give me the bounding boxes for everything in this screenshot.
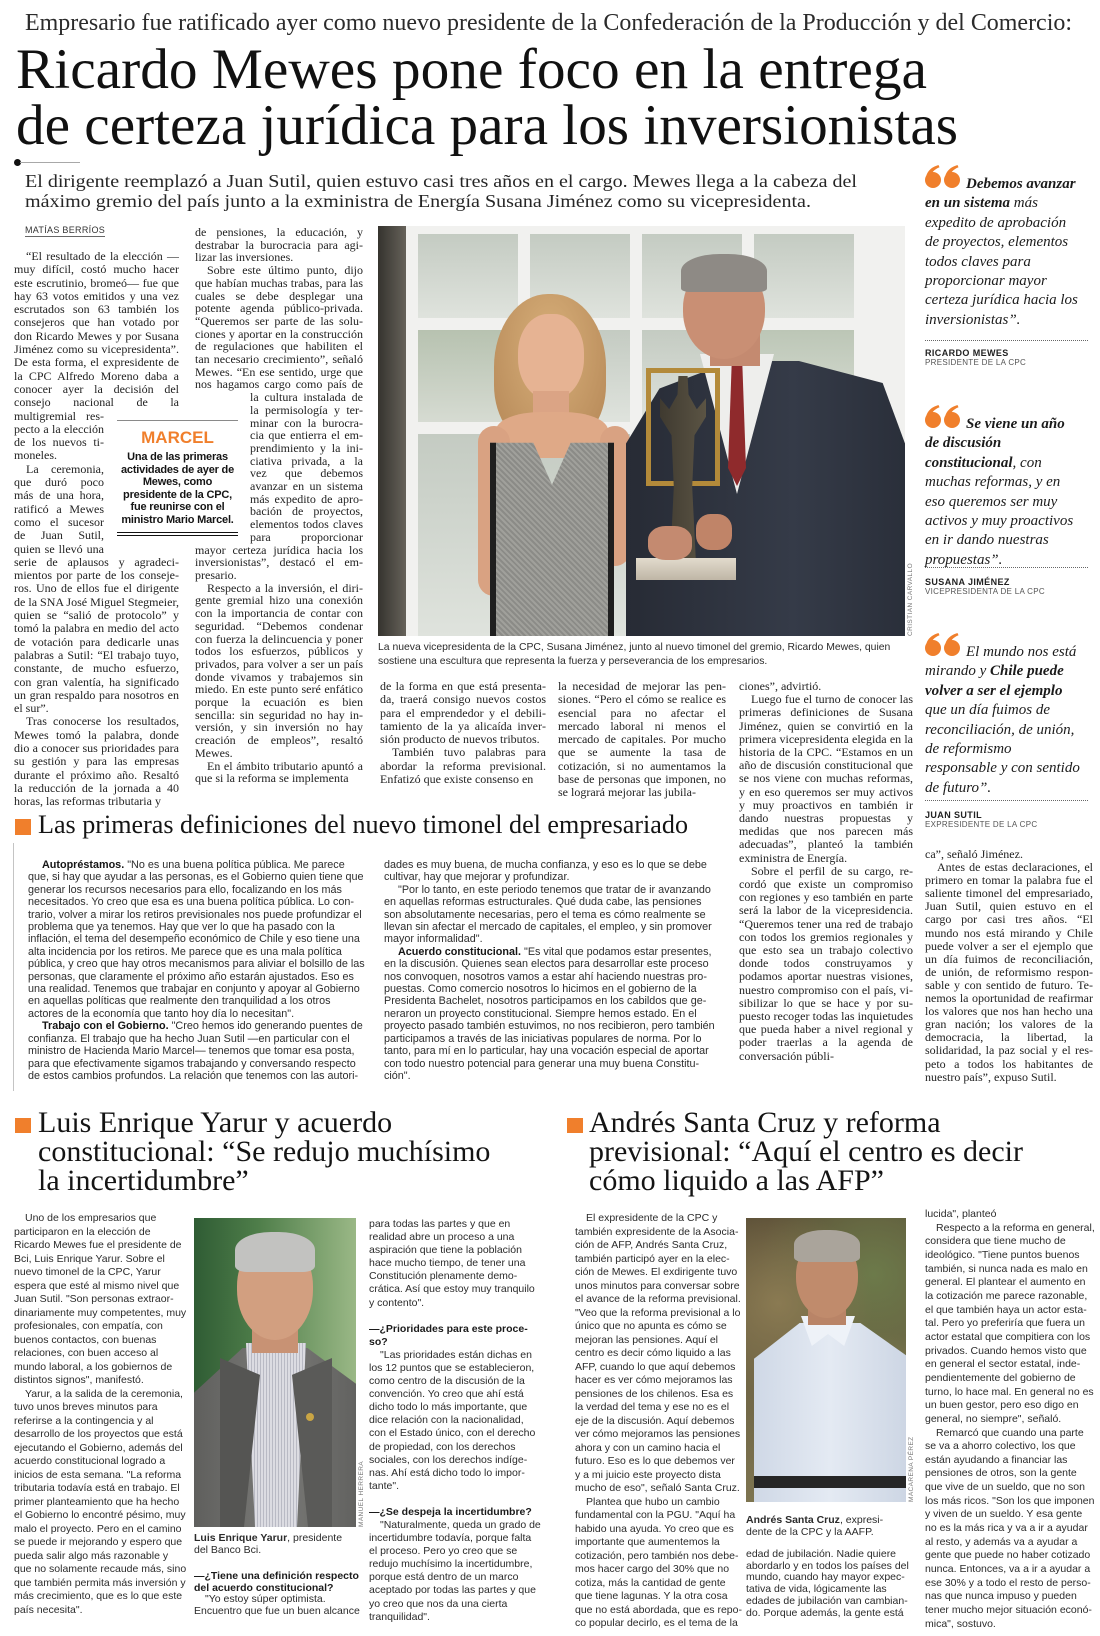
paragraph: Luego fue el turno de conocer las primeras definiciones de Susana Jiménez, quien se convirtió en la primera vicepresidenta elegida en la historia de la CPC. “Estamos en un año de discusión constitucional que se nos viene con muchas reformas, y en eso queremos ser muy activos y muy proactivos en también ir dando nuestras propuestas y medidas que nos parecen más adecuadas”, planteó la también exministra de Energía. xyxy=(739,692,913,865)
paragraph: La ceremonia, que duró poco más de una hora, ratificó a Mewes como el sucesor de Juan Sutil, quien se llevó una serie de aplausos y agradecimientos por parte de los consejeros. Uno de ellos fue el dirigente de la SNA José Miguel Stegmeier, quien se “salió de protocolo” y tomó la palabra en medio del acto de votación para dedicarle unas palabras a Sutil: “El trabajo tuyo, constante, de mucho esfuerzo, con gran valentía, ha significado un gran respaldo para nosotros en el sur”. xyxy=(14,461,179,716)
caption-name: Andrés Santa Cruz xyxy=(746,1514,840,1526)
sidebox-text: Una de las primeras actividades de ayer de Mewes, como presidente de la CPC, fue reunirse con el ministro Mario Marcel. xyxy=(121,451,234,526)
definitions-column-2 xyxy=(384,859,720,1094)
paragraph: ca”, señaló Jiménez. xyxy=(925,848,1023,861)
pull-quote-text: , con muchas reformas, y en eso queremos ser muy activos y muy proactivos en ir dando nuestras propuestas”. xyxy=(925,454,1074,568)
pull-quote-bold: Debemos avanzar en un sistema xyxy=(925,176,1076,212)
interview-answer: "Las prioridades están dichas en los 12 puntos que se establecieron, como centro de la discusión de la convención. Yo creo que ahí está dicho todo lo más importante, que dice relación con la nacionalidad, con el Estado único, con el derecho de propiedad, con los derechos sociales, con los derechos indígenas. Ahí está dicho todo lo importante". xyxy=(369,1348,536,1492)
yarur-column-3 xyxy=(369,1218,541,1636)
headline-line: Luis Enrique Yarur y acuerdo xyxy=(38,1106,393,1139)
photo-man-shirt xyxy=(246,1343,306,1527)
headline-line-1 xyxy=(16,38,955,101)
caption-name: Luis Enrique Yarur xyxy=(194,1532,288,1544)
paragraph: “El resultado de la elección —muy difícil, costó mucho hacer este escrutinio, bromeó— fue que hay 63 votos emitidos y una vez escrutados son 63 también los consejeros que han votado por don Ricardo Mewes y por Susana Jiménez como su vicepresidenta”. De esta forma, el expresidente de la CPC Alfredo Moreno daba a conocer ayer la decisión del consejo nacional de la multigremial respecto a la elección de los nuevos timoneles. xyxy=(14,250,179,463)
interview-answer: "Naturalmente, queda un grado de incertidumbre todavía, porque falta el proceso. Pero yo creo que se redujo muchísimo la incertidumbre, porque está dentro de un marco aceptado por todas las partes y que yo creo que nos da una cierta tranquilidad". xyxy=(369,1518,541,1623)
paragraph-text: "No es una buena política pública. Me parece que, si hay que ayudar a las personas, es el Gobierno quien tiene que generar los recursos necesarios para ello, focalizando en los más necesitados. Yo creo que esa es una buena política pública. Lo contrario, volver a mirar los retiros previsionales nos puede profundizar el problema que ya tenemos. Hay que ver lo que ha pasado con la inflación, el tema del desempeño económico de Chile y eso tiene una alta incidencia por los retiros. Me parece que es una mala política pública, y creo que hay otros mecanismos para aliviar el bolsillo de las personas, que claramente el próximo año estarán ajustados. Eso es una realidad. Tenemos que trabajar en conjunto y apoyar al Gobierno en aquellas políticas que realmente den tranquilidad a los otros actores de la economía que tanto hoy día lo necesitan". xyxy=(28,859,365,1020)
paragraph: También tuvo palabras para abordar la reforma previsional. Enfatizó que existe consenso en xyxy=(380,745,546,787)
pull-quote-text: más expedito de aprobación de proyectos, elementos todos claves para proporcionar mayor certeza jurídica hacia los inversionistas”. xyxy=(925,195,1078,328)
quote-mark-icon xyxy=(925,633,962,656)
paragraph: "Por lo tanto, en este periodo tenemos que tratar de ir avanzando en aquellas reformas estructurales. Qué duda cabe, las pensiones son absolutamente necesarias, pero el tema es cómo realmente se llevan sin afectar el mercado de capitales, el empleo, y sin promover mayor informalidad". xyxy=(384,883,712,946)
pull-quote-name: RICARDO MEWES xyxy=(925,348,1009,358)
photo-bg-window-pane xyxy=(418,234,518,318)
paragraph: Uno de los empresarios que participaron en la elección de Ricardo Mewes fue el presidente de Bci, Luis Enrique Yarur. Sobre el nuevo timonel de la CPC, Yarur espera que esté al mismo nivel que Juan Sutil. "Son personas extraordinariamente muy competentes, muy profesionales, con empatía, con buenos contactos, con buenas relaciones, con buen acceso al mundo laboral, a los gobiernos de distintos signos", manifestó. xyxy=(14,1212,187,1386)
headline-line-2 xyxy=(16,94,958,157)
dek-line-1-text: El dirigente reemplazó a Juan Sutil, quien estuvo casi tres años en el cargo. Mewes llega a la cabeza del xyxy=(25,171,857,191)
dek-line-2 xyxy=(25,191,811,211)
paragraph xyxy=(384,946,720,1082)
photo-sculpture-base xyxy=(636,558,736,580)
dek xyxy=(25,171,857,211)
paragraph-lead: Autopréstamos. xyxy=(42,859,125,871)
headline-line: constitucional: “Se redujo muchísimo xyxy=(38,1135,491,1168)
pull-quote-bold: Chile puede volver a ser el ejemplo xyxy=(925,663,1064,699)
photo-lapel-pin xyxy=(306,1413,314,1421)
caption-text: , presidente del Banco Bci. xyxy=(194,1532,343,1556)
pull-quote-bold: Se viene un año de discusión constitucional xyxy=(925,416,1065,471)
article-column-4 xyxy=(558,680,726,805)
quote-mark-icon xyxy=(925,405,962,428)
interview-question: —¿Tiene una definición respecto del acuerdo constitucional? xyxy=(194,1571,359,1594)
pull-quote-text: que un día fuimos de reconciliación, de unión, de reformismo responsable y con sentido de futuro”. xyxy=(925,702,1080,796)
photo-bg-window-pane xyxy=(754,234,854,318)
paragraph: edad de jubilación. Nadie quiere abordarlo y en todos los países del mundo, cuando hay mayor expectativa de vida, lógicamente las edades de jubilación van cambiando. Porque además, la gente está xyxy=(746,1549,909,1619)
article-column-3 xyxy=(380,680,546,805)
photo-man-hair xyxy=(794,1230,860,1262)
byline: MATÍAS BERRÍOS xyxy=(25,225,106,235)
paragraph-text: "Creo hemos ido generando puentes de confianza. El trabajo que ha hecho Juan Sutil —en particular con el ministro de Hacienda Mario Marcel— tenemos que tomar esa posta, para que efectivamente sigamos trabajando y conversando respecto de estos cambios profundos. La relación que tenemos con las autori- xyxy=(28,1020,363,1082)
headline-line: Andrés Santa Cruz y reforma xyxy=(589,1106,941,1139)
sidebox-marcel xyxy=(117,420,238,536)
paragraph-lead: Acuerdo constitucional. xyxy=(398,945,521,958)
headline-line: cómo liquido a las AFP” xyxy=(589,1164,884,1197)
pull-quote-rule xyxy=(925,340,1088,341)
article-column-6 xyxy=(925,848,1093,1093)
yarur-column-1 xyxy=(14,1212,188,1636)
pull-quote-rule xyxy=(925,567,1088,568)
santa-cruz-column-2 xyxy=(746,1549,912,1629)
interview-question: —¿Se despeja la incertidumbre? xyxy=(369,1505,532,1518)
paragraph: En el ámbito tributario apuntó a que si la reforma se implementa xyxy=(195,758,363,786)
pull-quote-jimenez xyxy=(925,412,1081,570)
section-left-rule xyxy=(13,843,14,1091)
photo-caption xyxy=(746,1514,896,1538)
paragraph: la necesidad de mejorar las pensiones. “Pero el cómo se realice es esencial para no afectar el mercado laboral ni menos el mercado de capitales. Por mucho que se aumente la tasa de cotización, si no aumentamos la base de personas que imponen, no se logrará mejorar las jubila- xyxy=(558,680,726,800)
paragraph: El expresidente de la CPC y también expresidente de la Asociación de AFP, Andrés Santa Cruz, también participó ayer en la elección de Mewes. El exdirigente tuvo unos minutos para conversar sobre el avance de la reforma previsional. "Veo que la reforma previsional a lo único que no apunta es cómo se mejoran las pensiones. Aquí el centro es decir cómo liquido a las AFP, cuando lo que aquí debemos hacer es ver cómo mejoramos las pensiones de los chilenos. Esa es la verdad del tema y ese no es el eje de la discusión. Aquí debemos ver cómo mejoramos las pensiones ahora y con un camino hacia el futuro. Eso es lo que debemos ver y a mi juicio este proyecto dista mucho de eso", señaló Santa Cruz. xyxy=(575,1212,741,1494)
dek-line-1 xyxy=(25,171,857,191)
quote-mark-icon xyxy=(925,165,962,188)
yarur-interview-under-photo xyxy=(194,1571,360,1631)
section-title-definiciones xyxy=(38,811,686,839)
paragraph: Plantea que hubo un cambio fundamental con la PGU. "Aquí ha habido una ayuda. Yo creo que es importante que aumentemos la cotización, pero también nos debemos hacer cargo del 30% que no cotiza, más la cantidad de gente que tiene lagunas. Y la otra cosa que no está abordada, que es repoco popular decirlo, es el tema de la xyxy=(575,1495,742,1629)
photo-jimenez-mewes xyxy=(378,226,905,636)
photo-caption xyxy=(194,1532,354,1556)
sidebox-title: MARCEL xyxy=(141,428,214,447)
paragraph: Sobre este último punto, dijo que habían muchas trabas, para las cuales se debe desplegar una potente agenda público-privada. “Queremos ser parte de las soluciones y aportar en la construcción de regulaciones que habiliten el tan necesario crecimiento”, señaló Mewes. “En ese sentido, urge que nos hagamos cargo como país de la cultura instalada de la permisología y terminar con la burocracia que entierra el emprendimiento y la iniciativa privada, a la vez que debemos avanzar en un sistema más expedito de aprobación de proyectos, elementos todos claves para proporcionar mayor certeza jurídica hacia los inversionistas”, destacó el empresario. xyxy=(195,263,363,582)
photo-bg-wall xyxy=(378,226,406,636)
kicker-text: Empresario fue ratificado ayer como nuevo presidente de la Confederación de la Producción y del Comercio: xyxy=(25,10,1072,36)
photo-credit: CRISTIAN CARVALLO xyxy=(907,562,914,636)
pull-quote-rule xyxy=(925,800,1088,801)
kicker xyxy=(25,9,1073,37)
photo-man-hand xyxy=(696,514,732,550)
section-marker-icon xyxy=(15,1118,31,1133)
paragraph: de la forma en que está presentada, traerá consigo nuevos costos para el emprendedor y el debilitamiento de la ya alicaída inversión producto de nuevos tributos. xyxy=(380,680,546,747)
santa-cruz-column-3 xyxy=(925,1208,1095,1636)
photo-yarur xyxy=(194,1218,356,1527)
paragraph: Tras conocerse los resultados, Mewes tomó la palabra, donde dio a conocer sus prioridades para su gestión y para las empresas durante el próximo año. Resaltó la reducción de la jornada a 40 horas, las reformas tributaria y xyxy=(14,714,179,809)
paragraph: dades es muy buena, de mucha confianza, y eso es lo que se debe cultivar, hay que mejorar y profundizar. xyxy=(384,859,707,884)
photo-woman-face xyxy=(518,314,584,400)
paragraph: Yarur, a la salida de la ceremonia, tuvo unos breves minutos para referirse a la contingencia y al desarrollo de los proyectos que está ejecutando el Gobierno, además del acuerdo constitucional logrado a inicios de esta semana. "La reforma tributaria todavía está en trabajo. El primer planteamiento que ha hecho el Gobierno lo encontré pésimo, muy malo el proyecto. Pero en el camino se puede ir mejorando y espero que pueda salir algo más razonable y que no solamente recaude más, sino que también permita más inversión y más crecimiento, que es lo que este país necesita". xyxy=(14,1387,187,1616)
paragraph: Respecto a la inversión, el dirigente gremial hizo una conexión con la importancia de contar con seguridad. “Debemos condenar con fuerza la delincuencia y poner todos los esfuerzos, públicos y privados, para volver a ser un país donde vivamos y trabajemos sin miedo. En este punto seré enfático porque la ecuación es bien sencilla: sin seguridad no hay inversión, y sin inversión no hay creación de empleos”, resaltó Mewes. xyxy=(195,580,363,760)
paragraph: Sobre el perfil de su cargo, recordó que existe un compromiso con regiones y eso también en parte será la labor de la vicepresidencia. “Queremos tener una red de trabajo con todos los gremios regionales y que esto sea un trabajo colectivo donde todos construyamos y podamos aportar nuestras visiones, nuestro compromiso con el país, visibilizar lo que se hace y por supuesto recoger todas las inquietudes que pueda haber a nivel regional y poder traerlas a la agenda de conversación públi- xyxy=(739,863,913,1063)
photo-man-hair xyxy=(235,1232,315,1272)
pull-quote-sutil xyxy=(925,640,1083,798)
interview-answer: "Yo estoy súper optimista. Encuentro que fue un buen alcance xyxy=(194,1593,360,1618)
paragraph: lucida", planteó xyxy=(925,1208,997,1220)
paragraph-lead: Trabajo con el Gobierno. xyxy=(42,1020,169,1033)
pull-quote-mewes xyxy=(925,172,1080,330)
santa-cruz-column-1 xyxy=(575,1212,743,1636)
caption-text: , expresidente de la CPC y la AAFP. xyxy=(746,1514,884,1538)
pull-quote-name: SUSANA JIMÉNEZ xyxy=(925,577,1010,587)
article-column-5 xyxy=(739,680,913,1095)
photo-man-hand xyxy=(648,526,692,560)
headline-line: previsional: “Aquí el centro es decir xyxy=(589,1135,1024,1168)
headline-santa-cruz xyxy=(589,1108,1023,1195)
section-marker-icon xyxy=(15,819,31,835)
photo-credit: MANUEL HERRERA xyxy=(358,1460,365,1527)
title-divider-line xyxy=(20,162,80,163)
headline-yarur xyxy=(38,1108,490,1195)
paragraph: de pensiones, la educación, y destrabar la burocracia para agilizar las inversiones. xyxy=(195,226,363,265)
dek-line-2-text: máximo gremio del país junto a la exministra de Energía Susana Jiménez como su vicepresidenta. xyxy=(25,191,811,211)
photo-man-belt xyxy=(754,1476,906,1488)
paragraph xyxy=(28,1020,365,1082)
interview-answer: para todas las partes y que en realidad abre un proceso a una aspiración que tiene la población hace mucho tiempo, de tener una Constitución plenamente democrática. Así que estoy muy tranquilo y contento". xyxy=(369,1218,535,1309)
paragraph xyxy=(28,859,365,1020)
pull-quote-role: VICEPRESIDENTA DE LA CPC xyxy=(925,587,1045,596)
photo-man-hair xyxy=(681,254,767,292)
paragraph: Antes de estas declaraciones, el primero en tomar la palabra fue el saliente timonel del empresariado, Juan Sutil, quien estuvo en el cargo por casi tres años. “El mundo nos está mirando y Chile puede volver a ser el ejemplo que un día fuimos de reconciliación, de unión, de reformismo responsable y con sentido de futuro. Tenemos la oportunidad de reafirmar los valores que nos han hecho una gran nación; los valores de la democracia, la libertad, la solidaridad, la paz social y el respeto a todos los habitantes de nuestro país”, expuso Sutil. xyxy=(925,860,1093,1084)
pull-quote-text: El mundo nos está mirando y xyxy=(925,644,1077,680)
headline-line: la incertidumbre” xyxy=(38,1164,249,1197)
definitions-column-1 xyxy=(28,859,365,1094)
paragraph: ciones”, advirtió. xyxy=(739,680,822,693)
photo-credit: MACARENA PÉREZ xyxy=(908,1436,915,1502)
paragraph: Respecto a la reforma en general, considera que tiene mucho de ideológico. "Tiene puntos buenos también, si nunca nada es malo en general. El plantear el aumento en la cotización me parece razonable, el que también haya un actor estatal. Pero yo preferiría que fuera un actor estatal que compitiera con los privados. Cuando hemos visto que en general el sector estatal, independientemente del gobierno de turno, lo hace mal. En general no es un buen gestor, pero eso digo en general, no siempre", señaló. xyxy=(925,1221,1095,1425)
pull-quote-role: EXPRESIDENTE DE LA CPC xyxy=(925,820,1038,829)
pull-quote-name: JUAN SUTIL xyxy=(925,810,983,820)
section-marker-icon xyxy=(567,1118,583,1133)
headline-line-1-text: Ricardo Mewes pone foco en la entrega xyxy=(16,38,927,101)
headline xyxy=(16,38,958,157)
section-title-text: Las primeras definiciones del nuevo timonel del empresariado xyxy=(38,810,688,839)
photo-santa-cruz xyxy=(746,1218,906,1502)
headline-line-2-text: de certeza jurídica para los inversionistas xyxy=(16,94,958,157)
paragraph: Remarcó que cuando una parte se va a ahorro colectivo, los que están ayudando a financiar las pensiones de otros, son la gente que vive de un sueldo, que no son los más ricos. "Son los que imponen y viven de un sueldo. Y esa gente no es la más rica y va a ir a ayudar al resto, y además va a ayudar a gente que puede no haber cotizado nunca. Entonces, va a ir a ayudar a ese 30% y a todo el resto de personas que nunca impuso y pueden tener mucho mejor situación económica", sostuvo. xyxy=(925,1426,1095,1630)
paragraph-text: "Es vital que podamos estar presentes, en la discusión. Quienes sean electos para desarrollar este proceso nos convoquen, nosotros vamos a estar ahí haciendo nuestras propuestas. Como comercio nosotros lo hicimos en el gobierno de la Presidenta Bachelet, nosotros participamos en los cabildos que generaron un proyecto constitucional. Siempre hemos estado. En el proyecto pasado también estuvimos, no nos recibieron, pero también participamos a través de las iniciativas populares de norma. Por lo tanto, para mí en lo particular, hay una vocación especial de aportar con todo nuestro potencial para generar una muy buena Constitución". xyxy=(384,945,715,1082)
interview-question: —¿Prioridades para este proceso? xyxy=(369,1322,528,1348)
pull-quote-role: PRESIDENTE DE LA CPC xyxy=(925,358,1027,367)
photo-caption: La nueva vicepresidenta de la CPC, Susana Jiménez, junto al nuevo timonel del gremio, Ricardo Mewes, quien sostiene una escultura que representa la fuerza y perseverancia de los empresarios. xyxy=(378,642,891,667)
